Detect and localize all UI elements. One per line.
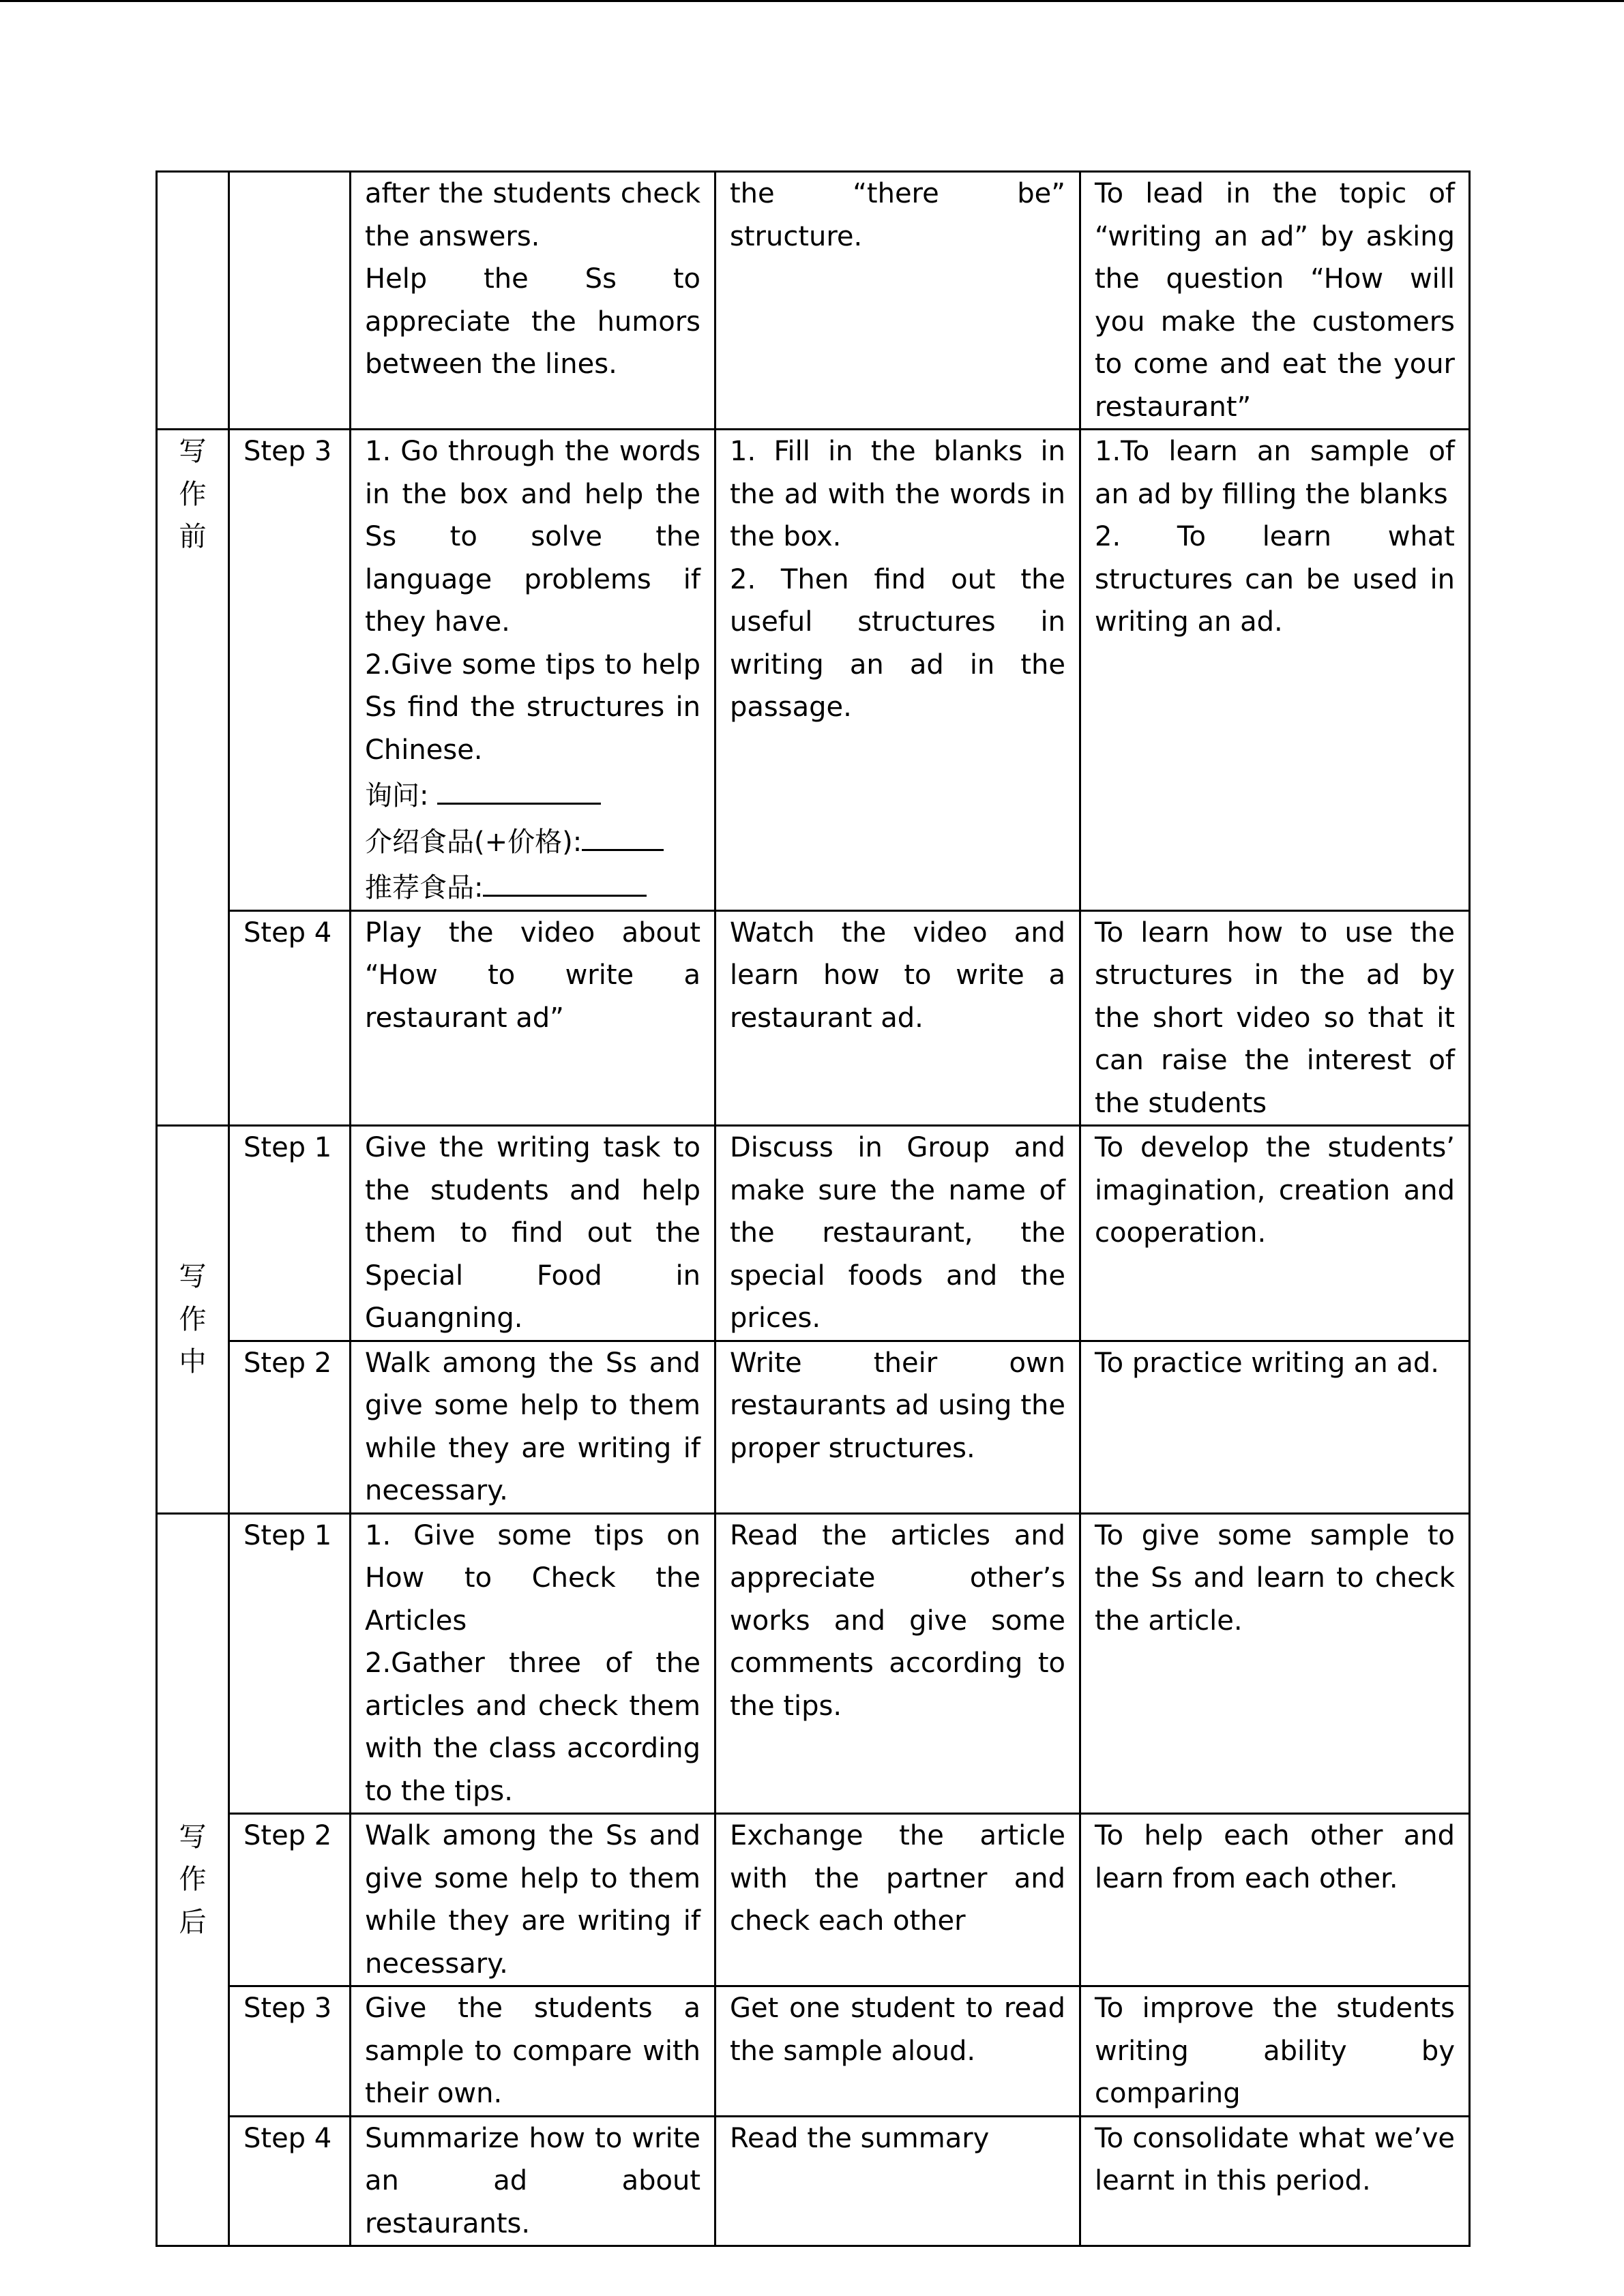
- step-label: Step 4: [243, 2122, 332, 2154]
- student-activity-cell: [715, 430, 1080, 911]
- blank-label: 介绍食品(+价格):: [365, 826, 582, 858]
- table-row: [157, 1126, 1470, 1341]
- teacher-activity-text: Walk among the Ss and give some help to them while they are writing if necessary.: [365, 1820, 700, 1980]
- purpose-text: To improve the students writing ability by comparing: [1095, 1993, 1455, 2109]
- step-cell: [229, 1986, 351, 2117]
- blank-label: 询问:: [365, 780, 438, 811]
- purpose-cell: [1080, 910, 1470, 1126]
- table-row: [157, 910, 1470, 1126]
- step-cell: [229, 430, 351, 911]
- teacher-activity-text: after the students check the answers.: [365, 178, 700, 252]
- step-cell: [229, 1126, 351, 1341]
- student-activity-text: Watch the video and learn how to write a restaurant ad.: [730, 916, 1065, 1034]
- step-label: Step 2: [243, 1820, 332, 1851]
- stage-label: 写作前: [179, 436, 207, 552]
- purpose-text: 2. To learn what structures can be used in writing an ad.: [1095, 521, 1455, 638]
- step-cell: [229, 2116, 351, 2246]
- purpose-text: 1.To learn an sample of an ad by filling the blanks: [1095, 436, 1455, 510]
- student-activity-text: Get one student to read the sample aloud.: [730, 1993, 1065, 2067]
- fill-blank: [582, 818, 664, 851]
- student-activity-text: Exchange the article with the partner and check each other: [730, 1820, 1065, 1937]
- purpose-cell: [1080, 1814, 1470, 1986]
- purpose-cell: [1080, 2116, 1470, 2246]
- teacher-activity-text: 2.Gather three of the articles and check them with the class according to the tips.: [365, 1648, 700, 1807]
- stage-cell: [157, 430, 229, 1126]
- teacher-activity-text: Walk among the Ss and give some help to them while they are writing if necessary.: [365, 1347, 700, 1506]
- student-activity-text: Read the summary: [730, 2122, 990, 2154]
- purpose-cell: [1080, 430, 1470, 911]
- student-activity-text: Read the articles and appreciate other’s works and give some comments according to the tips.: [730, 1519, 1065, 1722]
- purpose-cell: [1080, 172, 1470, 430]
- teacher-activity-cell: [351, 172, 715, 430]
- fill-blank: [437, 771, 601, 805]
- stage-cell: [157, 1126, 229, 1514]
- purpose-text: To help each other and learn from each other.: [1095, 1820, 1455, 1894]
- student-activity-cell: [715, 1126, 1080, 1341]
- step-label: Step 1: [243, 1132, 332, 1163]
- teacher-activity-cell: [351, 2116, 715, 2246]
- step-label: Step 1: [243, 1519, 332, 1551]
- table-row: [157, 2116, 1470, 2246]
- purpose-text: To lead in the topic of “writing an ad” by asking the question “How will you make the customers to come and eat the your restaurant”: [1095, 178, 1455, 423]
- table-row: [157, 1986, 1470, 2117]
- table-row: [157, 1814, 1470, 1986]
- student-activity-cell: [715, 172, 1080, 430]
- teacher-activity-cell: [351, 910, 715, 1126]
- step-label: Step 3: [243, 436, 332, 467]
- teacher-activity-text: Help the Ss to appreciate the humors between the lines.: [365, 263, 700, 380]
- student-activity-cell: [715, 910, 1080, 1126]
- step-cell: [229, 1513, 351, 1814]
- purpose-cell: [1080, 1513, 1470, 1814]
- student-activity-text: Write their own restaurants ad using the proper structures.: [730, 1347, 1065, 1464]
- step-label: Step 4: [243, 916, 332, 949]
- student-activity-text: Discuss in Group and make sure the name of the restaurant, the special foods and the prices.: [730, 1132, 1065, 1334]
- blank-line: [365, 818, 700, 864]
- purpose-text: To give some sample to the Ss and learn to check the article.: [1095, 1519, 1455, 1637]
- student-activity-cell: [715, 1513, 1080, 1814]
- purpose-text: To consolidate what we’ve learnt in this period.: [1095, 2122, 1455, 2196]
- teacher-activity-text: Give the students a sample to compare with their own.: [365, 1993, 700, 2109]
- student-activity-text: 1. Fill in the blanks in the ad with the words in the box.: [730, 436, 1065, 552]
- teacher-activity-cell: [351, 1126, 715, 1341]
- student-activity-text: the “there be” structure.: [730, 178, 1065, 252]
- blank-line: [365, 771, 700, 818]
- student-activity-cell: [715, 1986, 1080, 2117]
- teacher-activity-text: 1. Go through the words in the box and help the Ss to solve the language problems if they have.: [365, 436, 700, 638]
- purpose-cell: [1080, 1986, 1470, 2117]
- purpose-text: To practice writing an ad.: [1095, 1347, 1439, 1379]
- teacher-activity-cell: [351, 430, 715, 911]
- lesson-plan-table: [156, 170, 1471, 2247]
- teacher-activity-text: Give the writing task to the students and help them to find out the Special Food in Guangning.: [365, 1132, 700, 1334]
- teacher-activity-cell: [351, 1513, 715, 1814]
- page-top-border: [0, 0, 1624, 2]
- student-activity-cell: [715, 2116, 1080, 2246]
- teacher-activity-cell: [351, 1986, 715, 2117]
- teacher-activity-text: Summarize how to write an ad about restaurants.: [365, 2122, 700, 2239]
- purpose-text: To learn how to use the structures in the ad by the short video so that it can raise the interest of the students: [1095, 916, 1455, 1119]
- step-cell: [229, 1341, 351, 1513]
- teacher-activity-cell: [351, 1814, 715, 1986]
- blank-line: [365, 863, 700, 910]
- fill-blank: [483, 863, 647, 897]
- purpose-text: To develop the students’ imagination, creation and cooperation.: [1095, 1132, 1455, 1249]
- purpose-cell: [1080, 1126, 1470, 1341]
- student-activity-cell: [715, 1814, 1080, 1986]
- table-row: [157, 1513, 1470, 1814]
- step-cell: [229, 1814, 351, 1986]
- stage-cell: [157, 172, 229, 430]
- step-cell: [229, 910, 351, 1126]
- purpose-cell: [1080, 1341, 1470, 1513]
- teacher-activity-text: Play the video about “How to write a restaurant ad”: [365, 916, 700, 1034]
- teacher-activity-text: 2.Give some tips to help Ss find the structures in Chinese.: [365, 648, 700, 766]
- student-activity-cell: [715, 1341, 1080, 1513]
- table-row: [157, 172, 1470, 430]
- table-row: [157, 1341, 1470, 1513]
- stage-label: 写作中: [179, 1261, 207, 1377]
- step-label: Step 2: [243, 1347, 332, 1379]
- stage-cell: [157, 1513, 229, 2246]
- blank-label: 推荐食品:: [365, 872, 484, 904]
- step-label: Step 3: [243, 1993, 332, 2024]
- teacher-activity-cell: [351, 1341, 715, 1513]
- step-cell: [229, 172, 351, 430]
- teacher-activity-text: 1. Give some tips on How to Check the Articles: [365, 1519, 700, 1637]
- stage-label: 写作后: [179, 1821, 207, 1938]
- student-activity-text: 2. Then find out the useful structures in writing an ad in the passage.: [730, 563, 1065, 723]
- table-row: [157, 430, 1470, 911]
